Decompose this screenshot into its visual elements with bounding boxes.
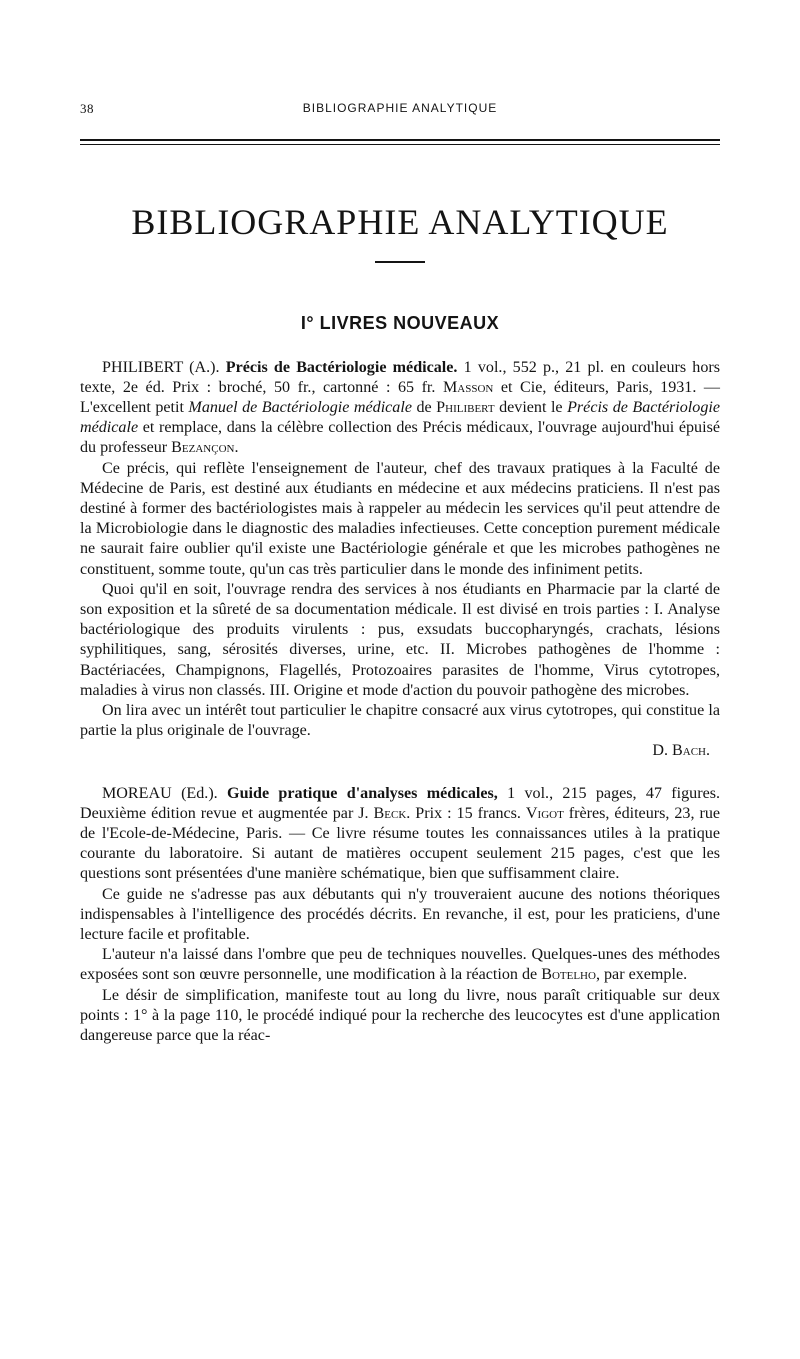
review-text: L'auteur n'a laissé dans l'ombre que peu de techniques nouvelles. Quelques-unes des méthodes exposées sont son œuvre personnelle, une modification à la réaction de (80, 946, 720, 984)
main-title: BIBLIOGRAPHIE ANALYTIQUE (131, 202, 669, 242)
review-reviser: Beck (373, 804, 407, 822)
section-heading: I° LIVRES NOUVEAUX (300, 312, 500, 333)
review-publisher: Vigot (525, 804, 564, 822)
review-details: frères, éditeurs, 23, rue de l'Ecole-de-Médecine, Paris. — Ce livre résume toutes les connaissances utiles à la pratique courante du laboratoire. Si autant de matières occupent seulement 215 pages, c'est que les questions sont présentées d'une manière schématique, bien que suffisamment claire. (80, 804, 721, 883)
review-book-title: Guide pratique d'analyses médicales, (227, 784, 498, 802)
review-details: 1 vol., 552 p., 21 pl. en couleurs hors texte, 2e éd. Prix : broché, 50 fr., cartonné : 65 fr. (80, 358, 721, 396)
cited-author: Botelho (541, 966, 596, 984)
review-author: PHILIBERT (A.). (102, 358, 226, 376)
cited-author: Philibert (436, 399, 495, 416)
review-lead-paragraph (80, 784, 720, 885)
review-moreau (80, 784, 720, 1047)
review-paragraph: On lira avec un intérêt tout particulier le chapitre consacré aux virus cytotropes, qui constitue la partie la plus originale de l'ouvrage. (80, 702, 720, 740)
review-book-title: Précis de Bactériologie médicale. (225, 358, 458, 376)
review-lead-paragraph (80, 358, 720, 459)
review-author: MOREAU (Ed.). (102, 784, 228, 802)
title-rule (375, 261, 425, 263)
review-publisher: Masson (442, 378, 494, 396)
review-details: devient le (494, 399, 568, 416)
review-paragraph: Ce guide ne s'adresse pas aux débutants qui n'y trouveraient aucune des notions théoriques indispensables à l'intelligence des procédés décrits. En revanche, il est, pour les praticiens, d'une lecture facile et profitable. (80, 885, 720, 944)
review-text: , par exemple. (595, 966, 688, 984)
running-head (80, 95, 720, 119)
cited-work: Manuel de Bactériologie médicale (188, 399, 412, 416)
review-signature: D. Bach. (652, 742, 710, 760)
review-philibert (80, 358, 720, 762)
cited-work: Précis de Bactériologie médicale (80, 399, 720, 437)
review-details: et remplace, dans la célèbre collection des Précis médicaux, l'ouvrage aujourd'hui épuisé du professeur (80, 419, 720, 457)
page-number: 38 (80, 101, 94, 116)
review-details: . Prix : 15 francs. (406, 804, 526, 822)
page (80, 95, 720, 1046)
review-details: de (411, 399, 437, 416)
running-title: BIBLIOGRAPHIE ANALYTIQUE (302, 101, 498, 115)
review-paragraph: Quoi qu'il en soit, l'ouvrage rendra des services à nos étudiants en Pharmacie par la clarté de son exposition et la sûreté de sa documentation médicale. Il est divisé en trois parties : I. Analyse bactériologique des produits virulents : pus, exsudats buccopharyngés, crachats, lésions syphilitiques, sang, sérosités diverses, urine, etc. II. Microbes pathogènes de l'homme : Bactériacées, Champignons, Flagellés, Protozoaires parasites de l'homme, Virus cytotropes, maladies à virus non classés. III. Origine et mode d'action du pouvoir pathogène des microbes. (80, 580, 720, 699)
review-paragraph: Ce précis, qui reflète l'enseignement de l'auteur, chef des travaux pratiques à la Faculté de Médecine de Paris, est destiné aux étudiants en médecine et aux médecins praticiens. Il n'est pas destiné à former des bactériologistes mais à rappeler au médecin les services qu'il peut attendre de la Microbiologie dans le diagnostic des maladies infectieuses. Cette conception purement médicale ne saurait faire oublier qu'il existe une Bactériologie générale et que les microbes pathogènes ne constituent, somme toute, qu'un cas très particulier dans le monde des infiniment petits. (80, 459, 720, 578)
header-double-rule (80, 139, 720, 145)
review-details: . (234, 439, 239, 457)
review-paragraph: Le désir de simplification, manifeste tout au long du livre, nous paraît critiquable sur deux points : 1° à la page 110, le procédé indiqué pour la recherche des leucocytes est d'une application dangereuse parce que la réac- (80, 986, 720, 1045)
review-details: 1 vol., 215 pages, 47 figures. Deuxième édition revue et augmentée par J. (80, 784, 721, 822)
cited-author: Bezançon (171, 439, 235, 457)
review-details: et Cie, éditeurs, Paris, 1931. — L'excellent petit (80, 378, 720, 416)
review-paragraph (80, 945, 720, 985)
